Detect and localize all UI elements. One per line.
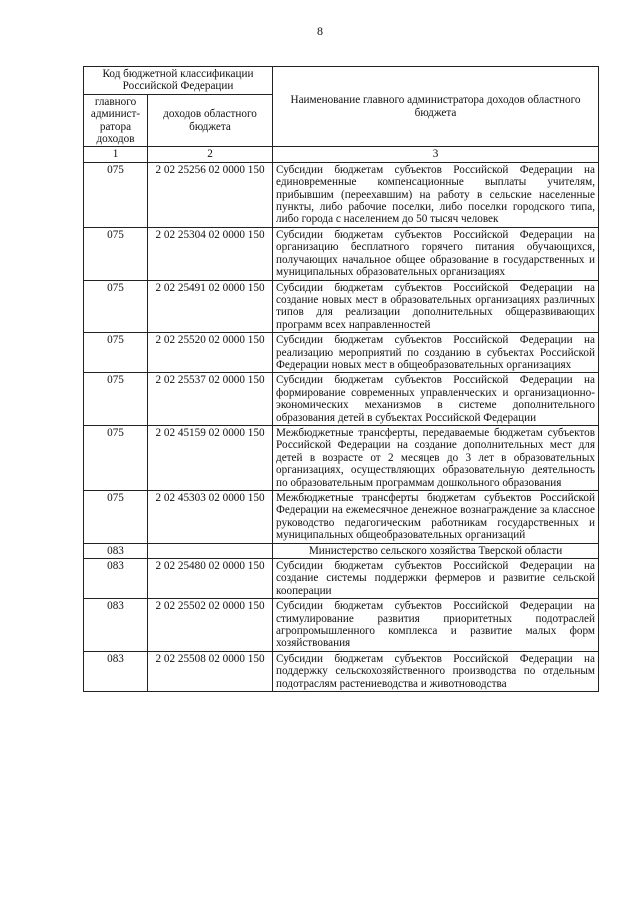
income-name-cell: Субсидии бюджетам субъектов Российской Федерации на реализацию мероприятий по созданию в субъектах Российской Федерации новых мест в общеобразовательных организациях (273, 333, 599, 373)
header-group-title: Код бюджетной классификации Российской Федерации (84, 67, 273, 95)
income-name-cell: Субсидии бюджетам субъектов Российской Федерации на создание новых мест в образовательных организациях различных типов для реализации дополнительных общеразвивающих программ всех направленностей (273, 280, 599, 333)
header-income-code: доходов областного бюджета (148, 94, 273, 147)
admin-code-cell: 075 (84, 491, 148, 544)
admin-code-cell: 075 (84, 227, 148, 280)
header-admin-code: главного админист-ратора доходов (84, 94, 148, 147)
admin-code-cell: 083 (84, 651, 148, 691)
income-code-cell: 2 02 45303 02 0000 150 (148, 491, 273, 544)
header-admin-name: Наименование главного администратора доходов областного бюджета (273, 67, 599, 147)
table-row (84, 651, 599, 691)
income-name-cell: Субсидии бюджетам субъектов Российской Федерации на единовременные компенсационные выплаты учителям, прибывшим (переехавшим) на работу в сельские населенные пункты, либо рабочие поселки, либо поселки городского типа, либо города с населением до 50 тысяч человек (273, 162, 599, 227)
admin-code-cell: 075 (84, 162, 148, 227)
admin-code-cell: 075 (84, 280, 148, 333)
income-code-cell: 2 02 25537 02 0000 150 (148, 373, 273, 426)
income-name-cell: Субсидии бюджетам субъектов Российской Федерации на создание системы поддержки фермеров и развитие сельской кооперации (273, 559, 599, 599)
table-row (84, 162, 599, 227)
empty-cell (148, 543, 273, 558)
table-row (84, 280, 599, 333)
income-name-cell: Субсидии бюджетам субъектов Российской Федерации на формирование современных управленческих и организационно-экономических механизмов в системе дополнительного образования детей в субъектах Российской Федерации (273, 373, 599, 426)
income-name-cell: Субсидии бюджетам субъектов Российской Федерации на поддержку сельскохозяйственного производства по отдельным подотраслям растениеводства и животноводства (273, 651, 599, 691)
admin-code-cell: 075 (84, 373, 148, 426)
column-number-3: 3 (273, 147, 599, 162)
income-code-cell: 2 02 25502 02 0000 150 (148, 599, 273, 652)
table-row (84, 227, 599, 280)
table-row (84, 559, 599, 599)
table-row (84, 333, 599, 373)
income-code-cell: 2 02 25480 02 0000 150 (148, 559, 273, 599)
income-name-cell: Субсидии бюджетам субъектов Российской Федерации на организацию бесплатного горячего питания обучающихся, получающих начальное общее образование в государственных и муниципальных образовательных организациях (273, 227, 599, 280)
income-code-cell: 2 02 25508 02 0000 150 (148, 651, 273, 691)
ministry-name-cell: Министерство сельского хозяйства Тверской области (273, 543, 599, 558)
table-row (84, 373, 599, 426)
table-row (84, 491, 599, 544)
income-code-cell: 2 02 45159 02 0000 150 (148, 425, 273, 490)
page-number: 8 (317, 24, 323, 38)
income-code-cell: 2 02 25520 02 0000 150 (148, 333, 273, 373)
table-row (84, 425, 599, 490)
income-name-cell: Межбюджетные трансферты, передаваемые бюджетам субъектов Российской Федерации на создание дополнительных мест для детей в возрасте от 2 месяцев до 3 лет в образовательных организациях, осуществляющих образовательную деятельность по образовательным программам дошкольного образования (273, 425, 599, 490)
income-name-cell: Межбюджетные трансферты бюджетам субъектов Российской Федерации на ежемесячное денежное вознаграждение за классное руководство педагогическим работникам государственных и муниципальных общеобразовательных организаций (273, 491, 599, 544)
budget-classification-table (83, 66, 599, 692)
income-name-cell: Субсидии бюджетам субъектов Российской Федерации на стимулирование развития приоритетных подотраслей агропромышленного комплекса и развитие малых форм хозяйствования (273, 599, 599, 652)
income-code-cell: 2 02 25256 02 0000 150 (148, 162, 273, 227)
income-code-cell: 2 02 25491 02 0000 150 (148, 280, 273, 333)
ministry-row (84, 543, 599, 558)
admin-code-cell: 083 (84, 559, 148, 599)
column-number-1: 1 (84, 147, 148, 162)
admin-code-cell: 075 (84, 333, 148, 373)
table-row (84, 599, 599, 652)
admin-code-cell: 083 (84, 599, 148, 652)
column-number-2: 2 (148, 147, 273, 162)
income-code-cell: 2 02 25304 02 0000 150 (148, 227, 273, 280)
ministry-code-cell: 083 (84, 543, 148, 558)
admin-code-cell: 075 (84, 425, 148, 490)
